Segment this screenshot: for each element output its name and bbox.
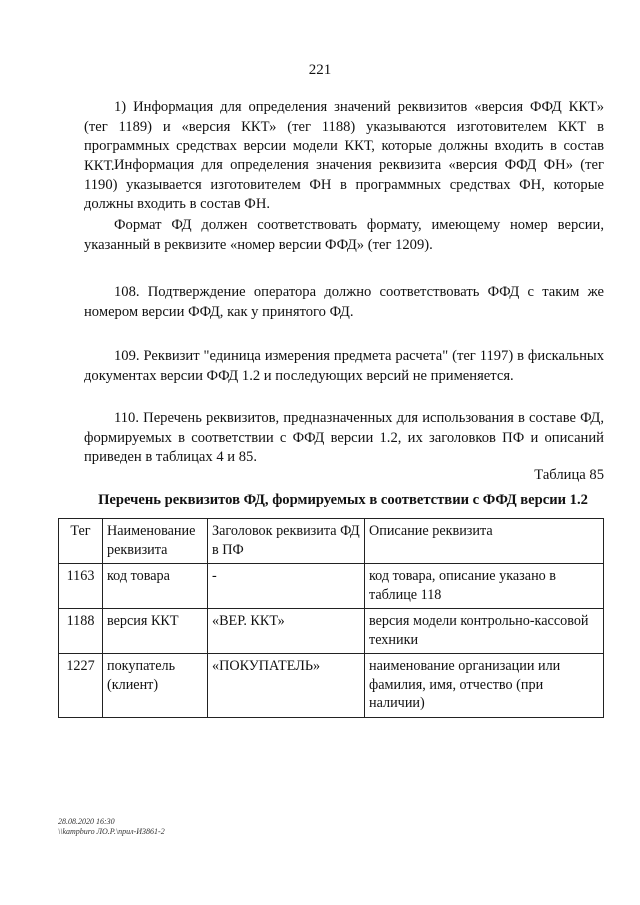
paragraph-108: 108. Подтверждение оператора должно соответствовать ФФД с таким же номером версии ФФД, как у принятого ФД. xyxy=(84,284,604,320)
cell-pf-title: «ПОКУПАТЕЛЬ» xyxy=(208,654,365,718)
header-name: Наименование реквизита xyxy=(103,519,208,564)
requisites-table xyxy=(58,518,604,718)
paragraph-1: 1) Информация для определения значений реквизитов «версия ФФД ККТ» (тег 1189) и «версия ККТ» (тег 1188) указываются изготовителем ККТ в программных средствах версии модели ККТ, которые должны входить в состав ККТ. xyxy=(84,99,604,174)
cell-name: код товара xyxy=(103,564,208,609)
cell-description: наименование организации или фамилия, имя, отчество (при наличии) xyxy=(365,654,604,718)
cell-tag: 1163 xyxy=(59,564,103,609)
table-header-row xyxy=(59,519,604,564)
table-label: Таблица 85 xyxy=(534,467,604,483)
cell-tag: 1188 xyxy=(59,609,103,654)
table-row xyxy=(59,609,604,654)
paragraph-109: 109. Реквизит "единица измерения предмета расчета" (тег 1197) в фискальных документах версии ФФД 1.2 и последующих версий не применяется. xyxy=(84,348,604,384)
header-description: Описание реквизита xyxy=(365,519,604,564)
paragraph-110: 110. Перечень реквизитов, предназначенных для использования в составе ФД, формируемых в соответствии с ФФД версии 1.2, их заголовков ПФ и описаний приведен в таблицах 4 и 85. xyxy=(84,410,604,465)
cell-name: покупатель (клиент) xyxy=(103,654,208,718)
header-pf-title: Заголовок реквизита ФД в ПФ xyxy=(208,519,365,564)
document-stamp xyxy=(58,817,165,837)
table-row xyxy=(59,564,604,609)
table-title: Перечень реквизитов ФД, формируемых в соответствии с ФФД версии 1.2 xyxy=(98,492,588,508)
cell-pf-title: - xyxy=(208,564,365,609)
cell-description: версия модели контрольно-кассовой техники xyxy=(365,609,604,654)
cell-tag: 1227 xyxy=(59,654,103,718)
stamp-path: \\kampburo ЛО.Р.\прил-И3861-2 xyxy=(58,827,165,836)
stamp-date: 28.08.2020 16:30 xyxy=(58,817,115,826)
cell-pf-title: «ВЕР. ККТ» xyxy=(208,609,365,654)
cell-description: код товара, описание указано в таблице 118 xyxy=(365,564,604,609)
table-row xyxy=(59,654,604,718)
page-number: 221 xyxy=(308,62,332,78)
paragraph-2: Информация для определения значения реквизита «версия ФФД ФН» (тег 1190) указывается изготовителем ФН в программных средствах ФН, которые должны входить в состав ФН. xyxy=(84,157,604,212)
header-tag: Тег xyxy=(59,519,103,564)
paragraph-3: Формат ФД должен соответствовать формату, имеющему номер версии, указанный в реквизите «номер версии ФФД» (тег 1209). xyxy=(84,217,604,253)
cell-name: версия ККТ xyxy=(103,609,208,654)
